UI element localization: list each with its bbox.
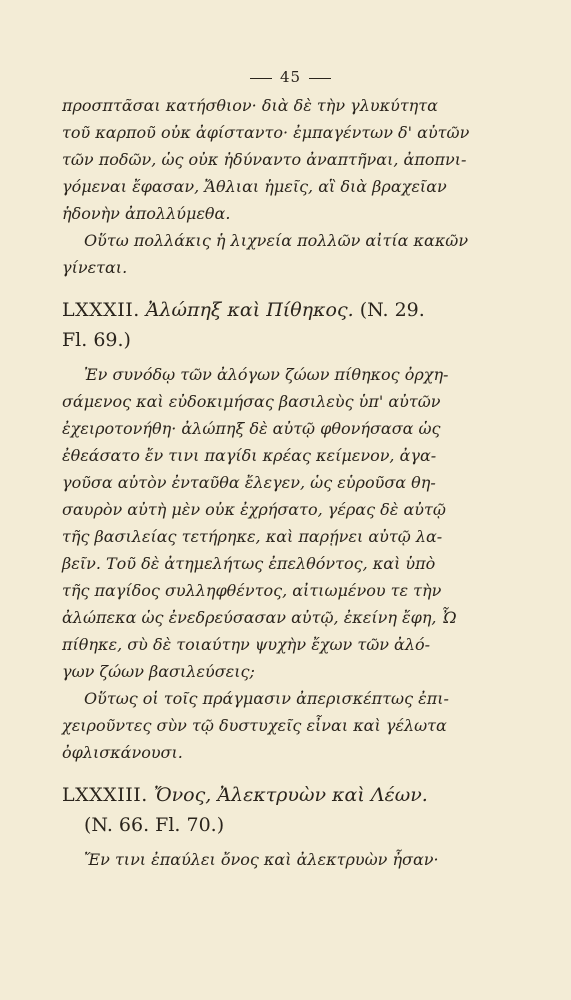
text-line: χειροῦντες σὺν τῷ δυστυχεῖς εἶναι καὶ γέλωτα xyxy=(62,716,447,735)
fable-82-number: LXXXII. xyxy=(62,299,140,321)
header-ornament-left xyxy=(250,78,272,79)
text-line: Οὕτως οἱ τοῖς πράγμασιν ἀπερισκέπτως ἐπι- xyxy=(84,689,449,708)
page-number: 45 xyxy=(279,68,302,86)
text-line: Ἐν συνόδῳ τῶν ἀλόγων ζώων πίθηκος ὀρχη- xyxy=(84,365,449,384)
fable-83-reference: (N. 66. Fl. 70.) xyxy=(84,814,225,836)
fable-82-text xyxy=(62,361,519,685)
fable-82-title: Ἀλώπηξ καὶ Πίθηκος. xyxy=(145,299,354,321)
header-ornament-right xyxy=(309,78,331,79)
text-line: σάμενος καὶ εὐδοκιμήσας βασιλεὺς ὑπ' αὐτῶν xyxy=(62,392,441,411)
text-line: ἐθεάσατο ἔν τινι παγίδι κρέας κείμενον, ἀγα- xyxy=(62,446,437,465)
fable-83-text xyxy=(62,846,519,873)
fable-81-moral xyxy=(62,227,519,281)
page-header xyxy=(62,62,519,92)
text-line: ἀλώπεκα ὡς ἐνεδρεύσασαν αὐτῷ, ἐκείνη ἔφη, Ὦ xyxy=(62,608,457,627)
text-line: γίνεται. xyxy=(62,258,128,277)
fable-82-reference-part1: (N. 29. xyxy=(359,299,425,321)
text-line: ὀφλισκάνουσι. xyxy=(62,743,183,762)
text-line: τῶν ποδῶν, ὡς οὐκ ἠδύναντο ἀναπτῆναι, ἀποπνι- xyxy=(62,150,467,169)
fable-83-heading xyxy=(62,780,519,840)
text-line: τῆς παγίδος συλληφθέντος, αἰτιωμένου τε τὴν xyxy=(62,581,442,600)
fable-83-number: LXXXIII. xyxy=(62,784,148,806)
text-line: προσπτᾶσαι κατήσθιον· διὰ δὲ τὴν γλυκύτητα xyxy=(62,96,438,115)
text-line: τοῦ καρποῦ οὐκ ἀφίσταντο· ἐμπαγέντων δ' αὐτῶν xyxy=(62,123,470,142)
text-line: ἐχειροτονήθη· ἀλώπηξ δὲ αὐτῷ φθονήσασα ὡς xyxy=(62,419,441,438)
text-line: Οὕτω πολλάκις ἡ λιχνεία πολλῶν αἰτία κακῶν xyxy=(84,231,469,250)
text-line: γοῦσα αὐτὸν ἐνταῦθα ἔλεγεν, ὡς εὑροῦσα θη- xyxy=(62,473,436,492)
text-line: τῆς βασιλείας τετήρηκε, καὶ παρῄνει αὐτῷ λα- xyxy=(62,527,443,546)
fable-82-heading xyxy=(62,295,519,355)
fable-82-moral xyxy=(62,685,519,766)
text-line: Ἔν τινι ἐπαύλει ὄνος καὶ ἀλεκτρυὼν ἦσαν· xyxy=(84,850,439,869)
text-line: γων ζώων βασιλεύσεις; xyxy=(62,662,255,681)
text-line: βεῖν. Τοῦ δὲ ἀτημελήτως ἐπελθόντος, καὶ ὑπὸ xyxy=(62,554,436,573)
text-line: ἡδονὴν ἀπολλύμεθα. xyxy=(62,204,231,223)
text-line: πίθηκε, σὺ δὲ τοιαύτην ψυχὴν ἔχων τῶν ἀλό- xyxy=(62,635,431,654)
fable-82-reference-part2: Fl. 69.) xyxy=(62,329,131,351)
text-line: γόμεναι ἔφασαν, Ἄθλιαι ἡμεῖς, αἳ διὰ βραχεῖαν xyxy=(62,177,447,196)
fable-83-title: Ὄνος, Ἀλεκτρυὼν καὶ Λέων. xyxy=(153,784,428,806)
text-line: σαυρὸν αὐτὴ μὲν οὐκ ἐχρήσατο, γέρας δὲ αὐτῷ xyxy=(62,500,446,519)
fable-81-end-text xyxy=(62,92,519,227)
